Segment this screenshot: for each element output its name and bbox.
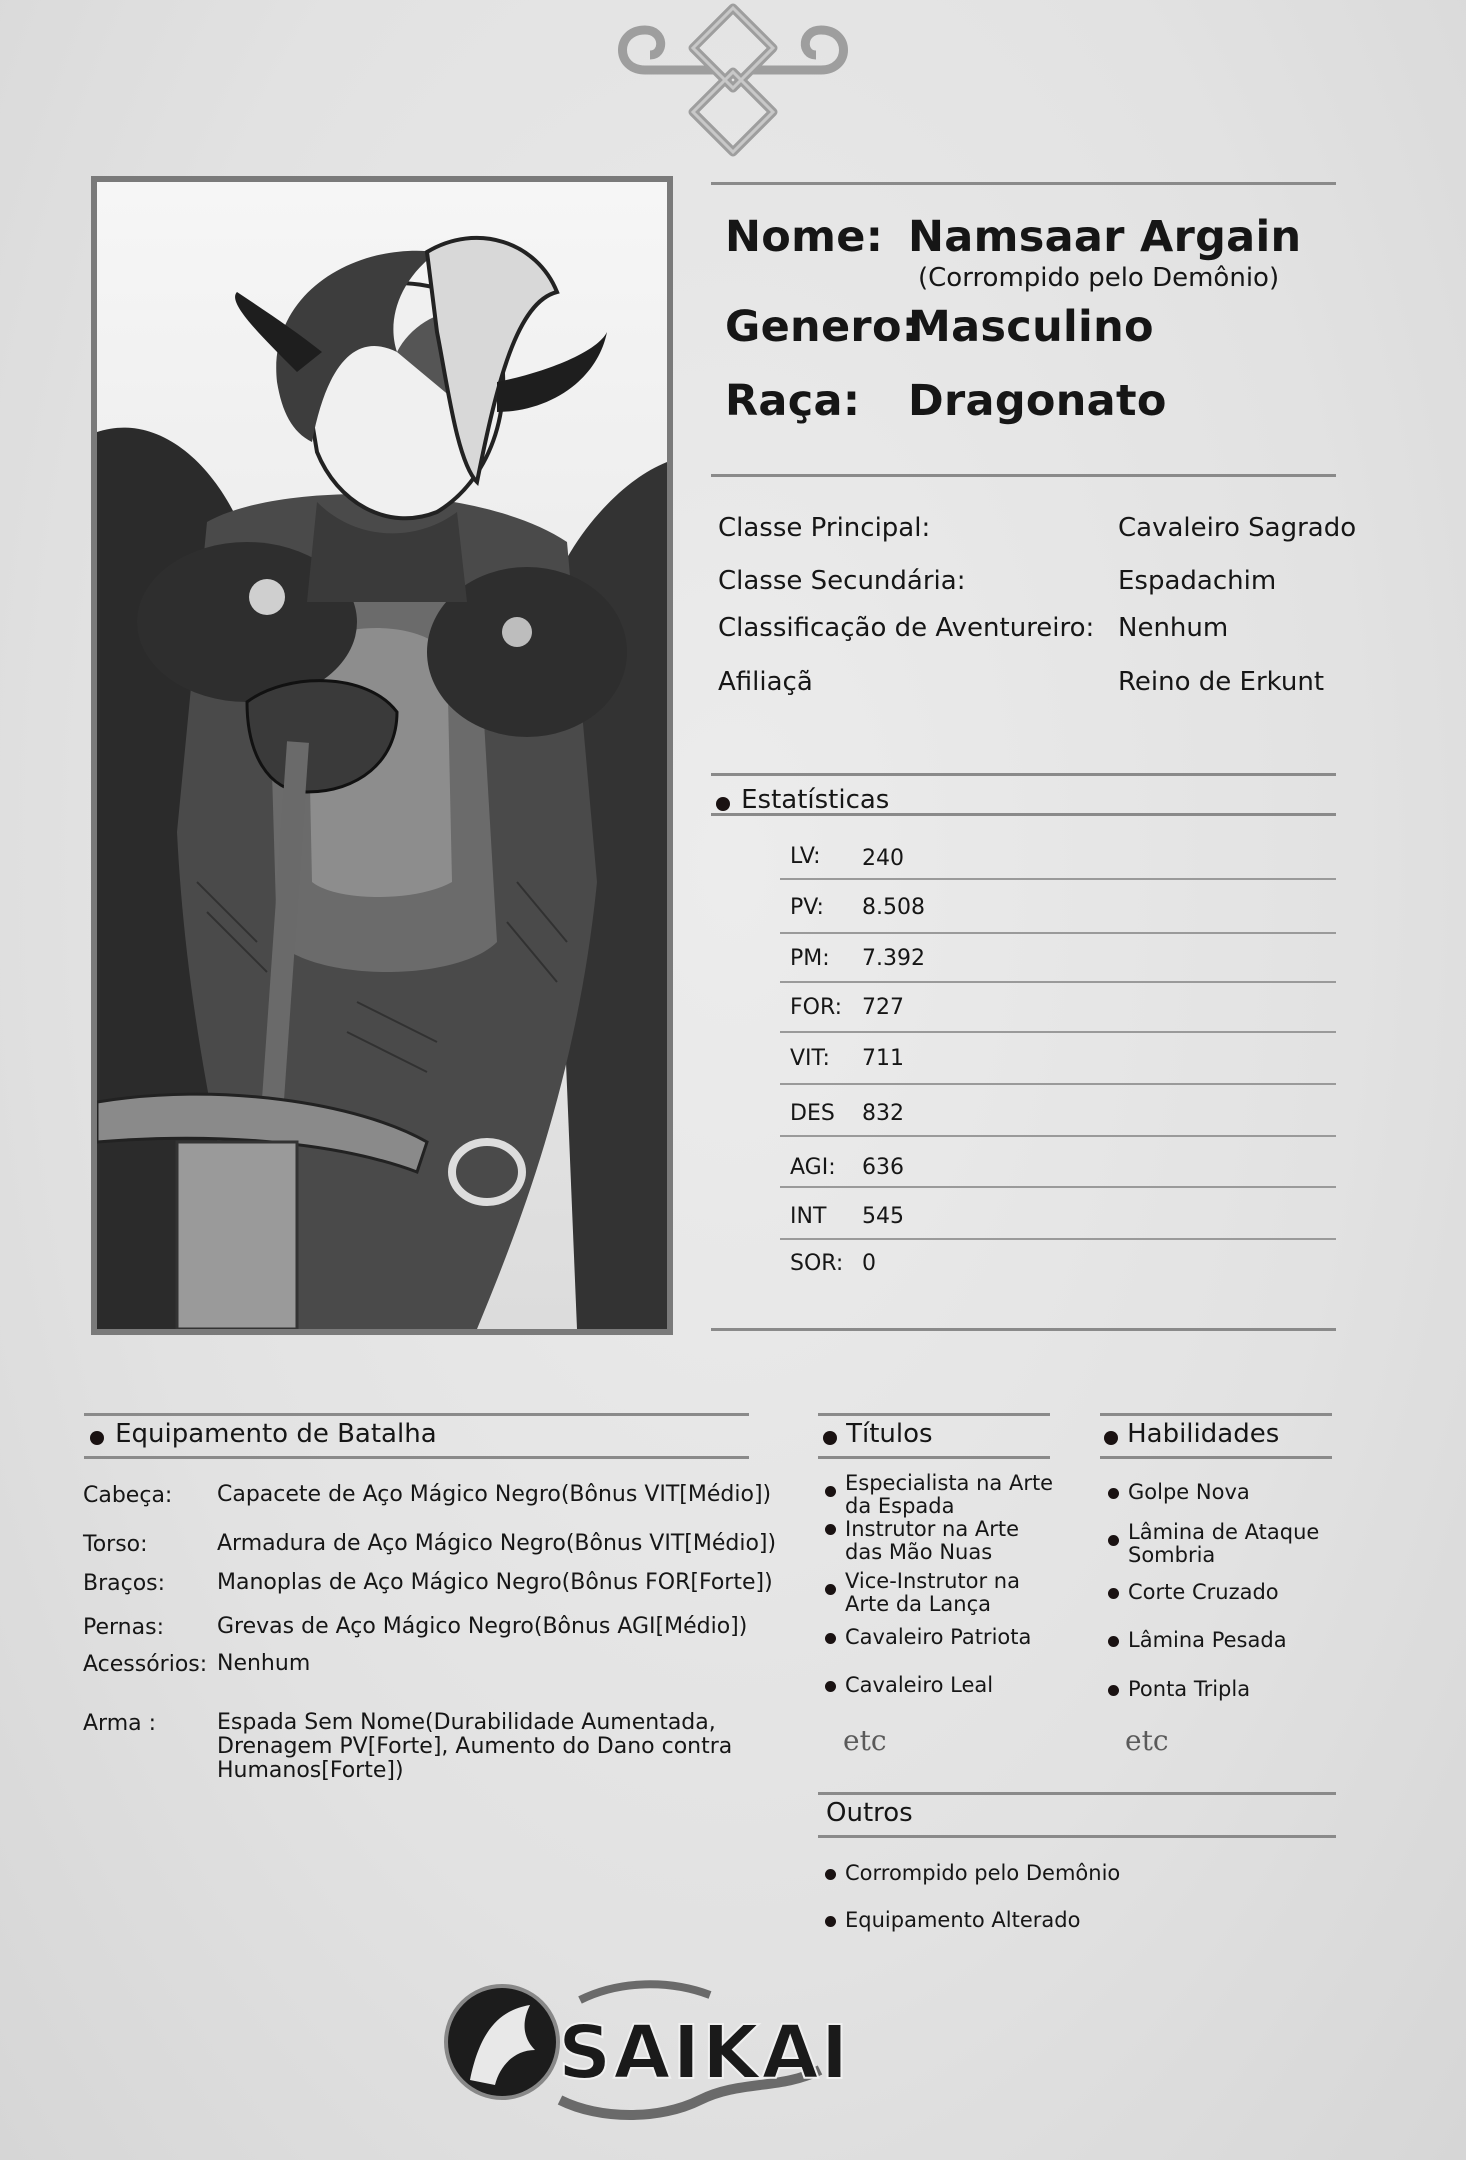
divider-stats-header: [711, 813, 1336, 816]
stat-value: 832: [862, 1101, 904, 1126]
equip-accessories-value: Nenhum: [217, 1651, 311, 1676]
stat-value: 8.508: [862, 895, 925, 920]
equip-legs-value: Grevas de Aço Mágico Negro(Bônus AGI[Médio]): [217, 1614, 748, 1639]
stat-label: AGI:: [790, 1155, 836, 1180]
bullet-icon: [825, 1486, 836, 1497]
list-item: Cavaleiro Leal: [825, 1674, 1065, 1722]
affiliation-label: Afiliaçã: [718, 667, 813, 697]
divider-titles-top: [818, 1413, 1050, 1416]
divider-skills-top: [1100, 1413, 1332, 1416]
titles-list: [825, 1472, 1065, 1722]
stat-row: [790, 1101, 1336, 1156]
skills-title: Habilidades: [1127, 1419, 1280, 1449]
stat-row: [790, 1156, 1336, 1207]
name-value: Namsaar Argain: [908, 212, 1302, 262]
stat-label: LV:: [790, 844, 821, 869]
bullet-icon: [825, 1633, 836, 1644]
list-item: Lâmina de Ataque Sombria: [1108, 1521, 1348, 1581]
skills-list: [1108, 1481, 1348, 1726]
list-item: Vice-Instrutor na Arte da Lança: [825, 1570, 1065, 1626]
stat-label: PV:: [790, 895, 824, 920]
list-item: Equipamento Alterado: [825, 1909, 1225, 1949]
stat-row: [790, 895, 1336, 950]
bullet-icon: [90, 1431, 104, 1445]
stat-label: PM:: [790, 946, 830, 971]
bullet-icon: [825, 1916, 836, 1927]
bullet-icon: [825, 1584, 836, 1595]
equip-head-value: Capacete de Aço Mágico Negro(Bônus VIT[Médio]): [217, 1482, 772, 1507]
character-portrait: [91, 176, 673, 1335]
equipment-header: [90, 1419, 437, 1449]
equip-legs-label: Pernas:: [83, 1615, 164, 1640]
bullet-icon: [825, 1524, 836, 1535]
list-item: Corte Cruzado: [1108, 1581, 1348, 1629]
stat-label: VIT:: [790, 1046, 830, 1071]
equip-torso-label: Torso:: [83, 1532, 148, 1557]
list-item: Lâmina Pesada: [1108, 1629, 1348, 1678]
stat-label: SOR:: [790, 1251, 844, 1276]
list-item: Cavaleiro Patriota: [825, 1626, 1065, 1674]
stat-row: [790, 844, 1336, 899]
class-main-label: Classe Principal:: [718, 513, 931, 543]
divider-stats-bottom: [711, 1328, 1336, 1331]
stat-row: [790, 1046, 1336, 1104]
bullet-icon: [1108, 1488, 1119, 1499]
stat-label: INT: [790, 1204, 827, 1229]
gender-label: Genero:: [725, 302, 920, 352]
saikai-logo: [440, 1970, 851, 2130]
list-item: Ponta Tripla: [1108, 1678, 1348, 1726]
stats-table: [790, 844, 1336, 1298]
bullet-icon: [716, 797, 730, 811]
others-list: [825, 1862, 1225, 1949]
class-secondary-value: Espadachim: [1118, 566, 1277, 596]
stat-value: 711: [862, 1046, 904, 1071]
bullet-icon: [825, 1869, 836, 1880]
list-item: Instrutor na Arte das Mão Nuas: [825, 1518, 1065, 1570]
bullet-icon: [823, 1431, 837, 1445]
name-label: Nome:: [725, 212, 884, 262]
stat-value: 727: [862, 995, 904, 1020]
divider-skills-header: [1100, 1456, 1332, 1459]
list-item: Golpe Nova: [1108, 1481, 1348, 1521]
name-note: (Corrompido pelo Demônio): [918, 263, 1280, 293]
divider-equip-header: [84, 1456, 749, 1459]
equip-head-label: Cabeça:: [83, 1483, 173, 1508]
divider-others-header: [818, 1835, 1336, 1838]
race-value: Dragonato: [908, 376, 1167, 426]
knight-illustration: [97, 182, 667, 1329]
adventurer-rank-label: Classificação de Aventureiro:: [718, 613, 1095, 643]
equip-torso-value: Armadura de Aço Mágico Negro(Bônus VIT[Médio]): [217, 1531, 777, 1556]
celtic-knot-ornament: [605, 0, 861, 160]
titles-header: [823, 1419, 933, 1449]
equip-arms-label: Braços:: [83, 1571, 166, 1596]
race-label: Raça:: [725, 376, 861, 426]
stat-value: 7.392: [862, 946, 925, 971]
divider-others-top: [818, 1792, 1336, 1795]
stat-row: [790, 1251, 1336, 1298]
affiliation-value: Reino de Erkunt: [1118, 667, 1325, 697]
stats-title: Estatísticas: [741, 785, 890, 815]
class-secondary-label: Classe Secundária:: [718, 566, 966, 596]
divider-top: [711, 182, 1336, 185]
titles-title: Títulos: [846, 1419, 933, 1449]
divider-equip-top: [84, 1413, 749, 1416]
bullet-icon: [1108, 1636, 1119, 1647]
divider-stats-top: [711, 773, 1336, 776]
equip-weapon-label: Arma :: [83, 1711, 157, 1736]
divider-header: [711, 474, 1336, 477]
stat-label: DES: [790, 1101, 835, 1126]
equipment-title: Equipamento de Batalha: [115, 1419, 437, 1449]
stat-value: 636: [862, 1155, 904, 1180]
equip-weapon-value: Espada Sem Nome(Durabilidade Aumentada, Drenagem PV[Forte], Aumento do Dano contra Humanos[Forte]): [217, 1710, 733, 1783]
bullet-icon: [1108, 1535, 1119, 1546]
stat-value: 240: [862, 846, 904, 871]
class-main-value: Cavaleiro Sagrado: [1118, 513, 1357, 543]
skills-etc: etc: [1125, 1724, 1169, 1757]
bullet-icon: [1108, 1588, 1119, 1599]
stat-label: FOR:: [790, 995, 842, 1020]
gender-value: Masculino: [908, 302, 1154, 352]
bullet-icon: [1104, 1431, 1118, 1445]
others-title: Outros: [826, 1798, 913, 1828]
list-item: Corrompido pelo Demônio: [825, 1862, 1225, 1909]
stat-row: [790, 995, 1336, 1052]
skills-header: [1104, 1419, 1279, 1449]
equip-accessories-label: Acessórios:: [83, 1652, 208, 1677]
stat-value: 0: [862, 1251, 876, 1276]
divider-titles-header: [818, 1456, 1050, 1459]
titles-etc: etc: [843, 1724, 887, 1757]
equip-arms-value: Manoplas de Aço Mágico Negro(Bônus FOR[Forte]): [217, 1570, 773, 1595]
adventurer-rank-value: Nenhum: [1118, 613, 1229, 643]
stats-header: [716, 785, 889, 815]
stat-value: 545: [862, 1204, 904, 1229]
logo-text: SAIKAI: [558, 2010, 851, 2096]
list-item: Especialista na Arte da Espada: [825, 1472, 1065, 1518]
bullet-icon: [1108, 1685, 1119, 1696]
stat-row: [790, 946, 1336, 1001]
bullet-icon: [825, 1681, 836, 1692]
